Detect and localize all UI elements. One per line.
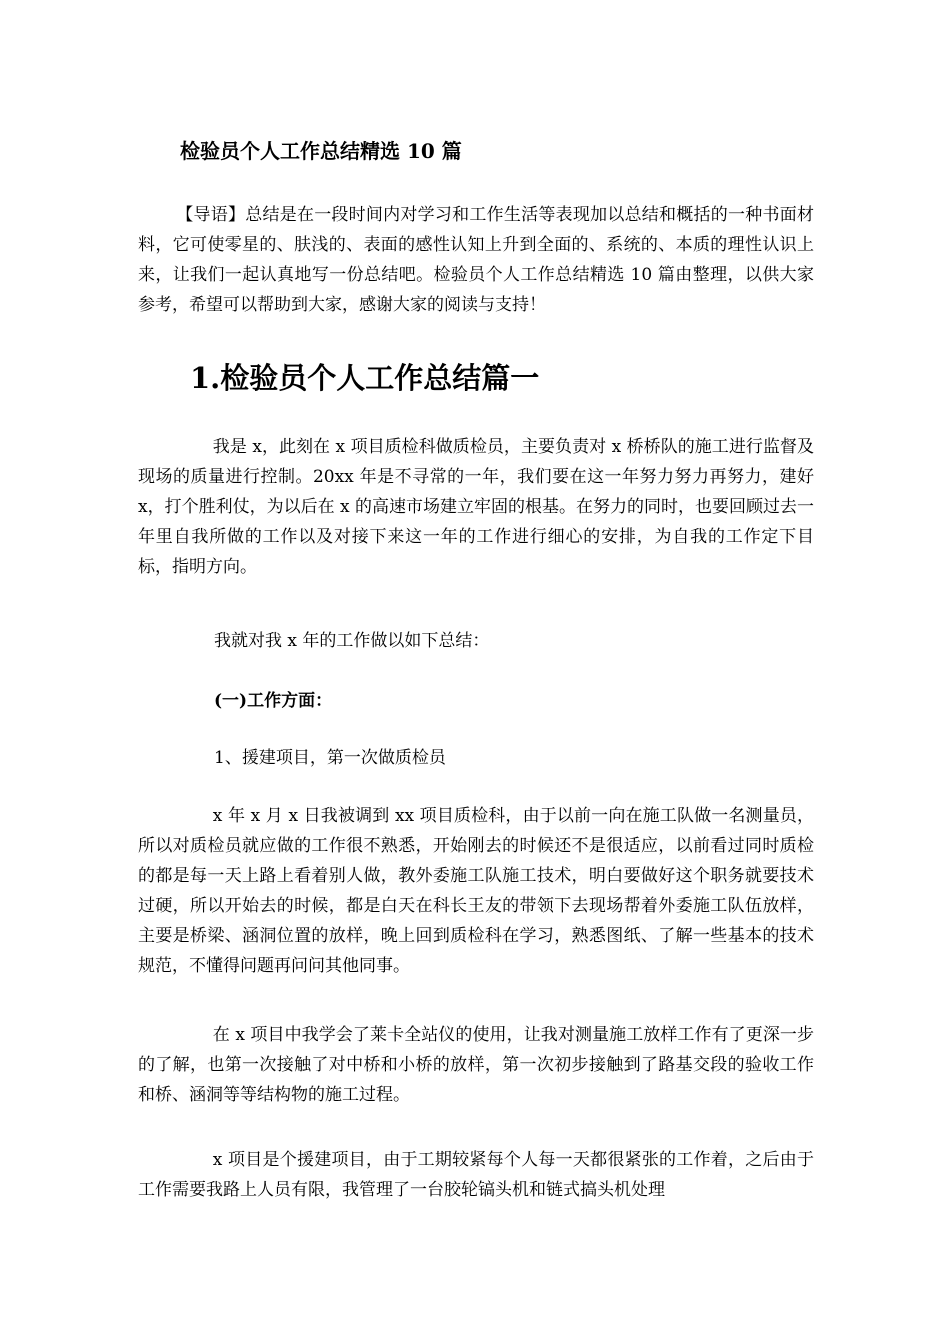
- section1-paragraph-3: x 年 x 月 x 日我被调到 xx 项目质检科，由于以前一向在施工队做一名测量员，所以对质检员就应做的工作很不熟悉，开始刚去的时候还不是很适应，以前看过同时质检的都是每一天上路上看着别人做，教外委施工队施工技术，明白要做好这个职务就要技术过硬，所以开始去的时候，都是白天在科长王友的带领下去现场帮着外委施工队伍放样，主要是桥梁、涵洞位置的放样，晚上回到质检科在学习，熟悉图纸、了解一些基本的技术规范，不懂得问题再问问其他同事。: [138, 806, 814, 976]
- section1-paragraph-4: 在 x 项目中我学会了莱卡全站仪的使用，让我对测量施工放样工作有了更深一步的了解，也第一次接触了对中桥和小桥的放样，第一次初步接触到了路基交段的验收工作和桥、涵洞等等结构物的施工过程。: [138, 1025, 814, 1105]
- document-title: 检验员个人工作总结精选 10 篇: [180, 139, 462, 163]
- section1-paragraph-5: x 项目是个援建项目，由于工期较紧每个人每一天都很紧张的工作着，之后由于工作需要我路上人员有限，我管理了一台胶轮镐头机和链式搞头机处理: [138, 1150, 814, 1200]
- subsection-heading-work: (一)工作方面：: [214, 691, 333, 711]
- intro-paragraph: 【导语】总结是在一段时间内对学习和工作生活等表现加以总结和概括的一种书面材料，它可使零星的、肤浅的、表面的感性认知上升到全面的、系统的、本质的理性认识上来，让我们一起认真地写一份总结吧。检验员个人工作总结精选 10 篇由整理，以供大家参考，希望可以帮助到大家，感谢大家的阅读与支持！: [138, 205, 814, 315]
- section-heading-1: 1.检验员个人工作总结篇一: [190, 361, 540, 395]
- list-item-1: 1、援建项目，第一次做质检员: [214, 748, 446, 768]
- section1-paragraph-1: 我是 x，此刻在 x 项目质检科做质检员，主要负责对 x 桥桥队的施工进行监督及现场的质量进行控制。20xx 年是不寻常的一年，我们要在这一年努力努力再努力，建好 x，打个胜利仗，为以后在 x 的高速市场建立牢固的根基。在努力的同时，也要回顾过去一年里自我所做的工作以及对接下来这一年的工作进行细心的安排，为自我的工作定下目标，指明方向。: [138, 437, 814, 577]
- section1-paragraph-2: 我就对我 x 年的工作做以如下总结：: [214, 631, 490, 651]
